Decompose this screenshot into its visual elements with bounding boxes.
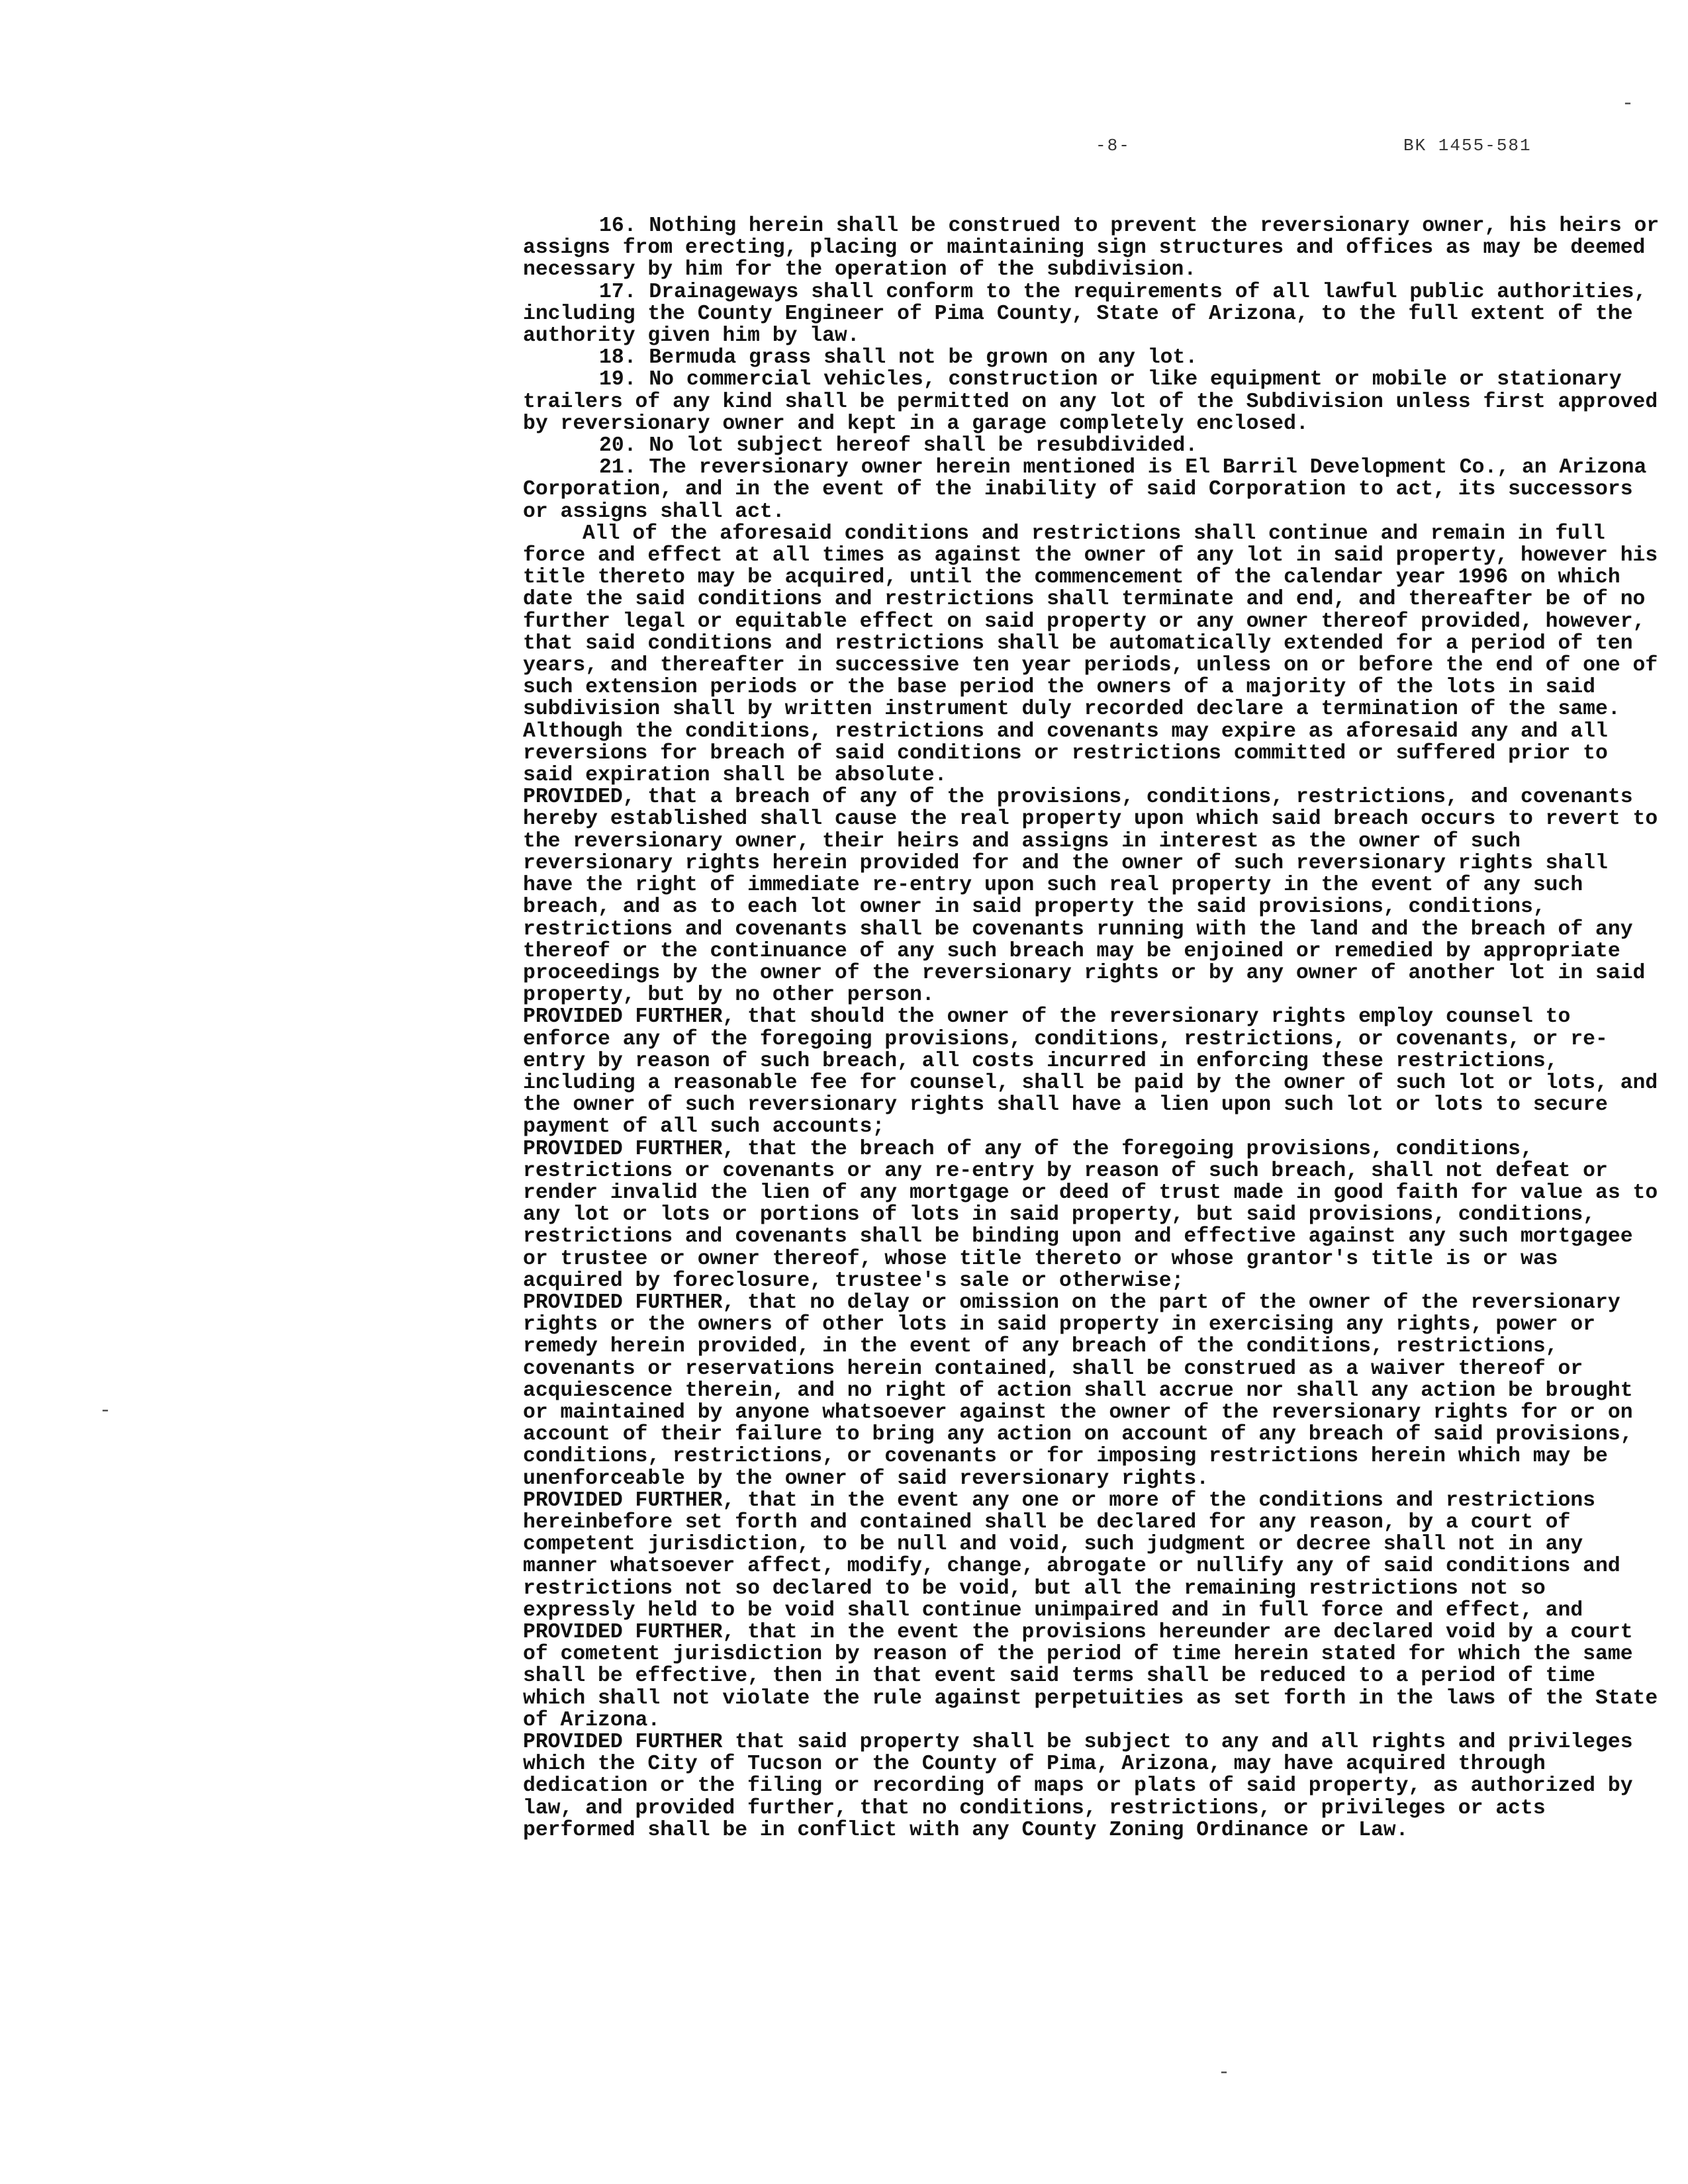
- paragraph-provided-further-void: PROVIDED FURTHER, that in the event any one or more of the conditions and restrictions hereinbefore set forth and contained shall be declared for any reason, by a court of competent jurisdiction, to be null and void, such judgment or decree shall not in any manner whatsoever affect, modify, change, abrogate or nullify any of said conditions and restrictions not so declared to be void, but all the remaining restrictions not so expressly held to be void shall continue unimpaired and in full force and effect, and PROVIDED FURTHER, that in the event the provisions hereunder are declared void by a court of cometent jurisdiction by reason of the period of time herein stated for which the same shall be effective, then in that event said terms shall be reduced to a period of time which shall not violate the rule against perpetuities as set forth in the laws of the State of Arizona.: [523, 1488, 1658, 1732]
- paragraph-duration: All of the aforesaid conditions and restrictions shall continue and remain in full force and effect at all times as against the owner of any lot in said property, however his title thereto may be acquired, until the commencement of the calendar year 1996 on which date the said conditions and restrictions shall terminate and end, and thereafter be of no further legal or equitable effect on said property or any owner thereof provided, however, that said conditions and restrictions shall be automatically extended for a period of ten years, and thereafter in successive ten year periods, unless on or before the end of one of such extension periods or the base period the owners of a majority of the lots in said subdivision shall by written instrument duly recorded declare a termination of the same. Although the conditions, restrictions and covenants may expire as aforesaid any and all reversions for breach of said conditions or restrictions committed or suffered prior to said expiration shall be absolute.: [523, 522, 1658, 788]
- page-number: -8-: [1096, 136, 1131, 156]
- paragraph-21: 21. The reversionary owner herein mentioned is El Barril Development Co., an Arizona Corporation, and in the event of the inability of said Corporation to act, its successors or assigns shall act.: [523, 456, 1647, 523]
- paragraph-20: 20. No lot subject hereof shall be resubdivided.: [599, 434, 1198, 458]
- paragraph-provided: PROVIDED, that a breach of any of the provisions, conditions, restrictions, and covenants hereby established shall cause the real property upon which said breach occurs to revert to the reversionary owner, their heirs and assigns in interest as the owner of such reversionary rights herein provided for and the owner of such reversionary rights shall have the right of immediate re-entry upon such real property in the event of any such breach, and as to each lot owner in said property the said provisions, conditions, restrictions and covenants shall be covenants running with the land and the breach of any thereof or the continuance of any such breach may be enjoined or remedied by appropriate proceedings by the owner of the reversionary rights or by any owner of another lot in said property, but by no other person.: [523, 786, 1658, 1007]
- document-body: [523, 215, 1662, 1841]
- paragraph-19: 19. No commercial vehicles, construction or like equipment or mobile or stationary trailers of any kind shall be permitted on any lot of the Subdivision unless first approved by reversionary owner and kept in a garage completely enclosed.: [523, 368, 1658, 435]
- paragraph-18: 18. Bermuda grass shall not be grown on any lot.: [599, 346, 1198, 370]
- paragraph-provided-further-rights: PROVIDED FURTHER that said property shall be subject to any and all rights and privileges which the City of Tucson or the County of Pima, Arizona, may have acquired through dedication or the filing or recording of maps or plats of said property, as authorized by law, and provided further, that no conditions, restrictions, or privileges or acts performed shall be in conflict with any County Zoning Ordinance or Law.: [523, 1731, 1633, 1842]
- paragraph-provided-further-counsel: PROVIDED FURTHER, that should the owner of the reversionary rights employ counsel to enforce any of the foregoing provisions, conditions, restrictions, or covenants, or re-entry by reason of such breach, all costs incurred in enforcing these restrictions, including a reasonable fee for counsel, shall be paid by the owner of such lot or lots, and the owner of such reversionary rights shall have a lien upon such lot or lots to secure payment of all such accounts;: [523, 1005, 1658, 1139]
- scan-speck: -: [99, 1400, 112, 1422]
- paragraph-16: 16. Nothing herein shall be construed to prevent the reversionary owner, his heirs or assigns from erecting, placing or maintaining sign structures and offices as may be deemed necessary by him for the operation of the subdivision.: [523, 214, 1660, 282]
- scan-speck: -: [1218, 2062, 1231, 2084]
- scan-speck: -: [1622, 93, 1634, 115]
- paragraph-17: 17. Drainageways shall conform to the requirements of all lawful public authorities, including the County Engineer of Pima County, State of Arizona, to the full extent of the authority given him by law.: [523, 280, 1647, 348]
- book-page-reference: BK 1455-581: [1403, 136, 1532, 156]
- paragraph-provided-further-mortgage: PROVIDED FURTHER, that the breach of any of the foregoing provisions, conditions, restrictions or covenants or any re-entry by reason of such breach, shall not defeat or render invalid the lien of any mortgage or deed of trust made in good faith for value as to any lot or lots or portions of lots in said property, but said provisions, conditions, restrictions and covenants shall be binding upon and effective against any such mortgagee or trustee or owner thereof, whose title thereto or whose grantor's title is or was acquired by foreclosure, trustee's sale or otherwise;: [523, 1137, 1658, 1293]
- paragraph-provided-further-delay: PROVIDED FURTHER, that no delay or omission on the part of the owner of the reversionary rights or the owners of other lots in said property in exercising any rights, power or remedy herein provided, in the event of any breach of the conditions, restrictions, covenants or reservations herein contained, shall be construed as a waiver thereof or acquiescence therein, and no right of action shall accrue nor shall any action be brought or maintained by anyone whatsoever against the owner of the reversionary rights for or on account of their failure to bring any action on account of any breach of said provisions, conditions, restrictions, or covenants or for imposing restrictions herein which may be unenforceable by the owner of said reversionary rights.: [523, 1291, 1633, 1490]
